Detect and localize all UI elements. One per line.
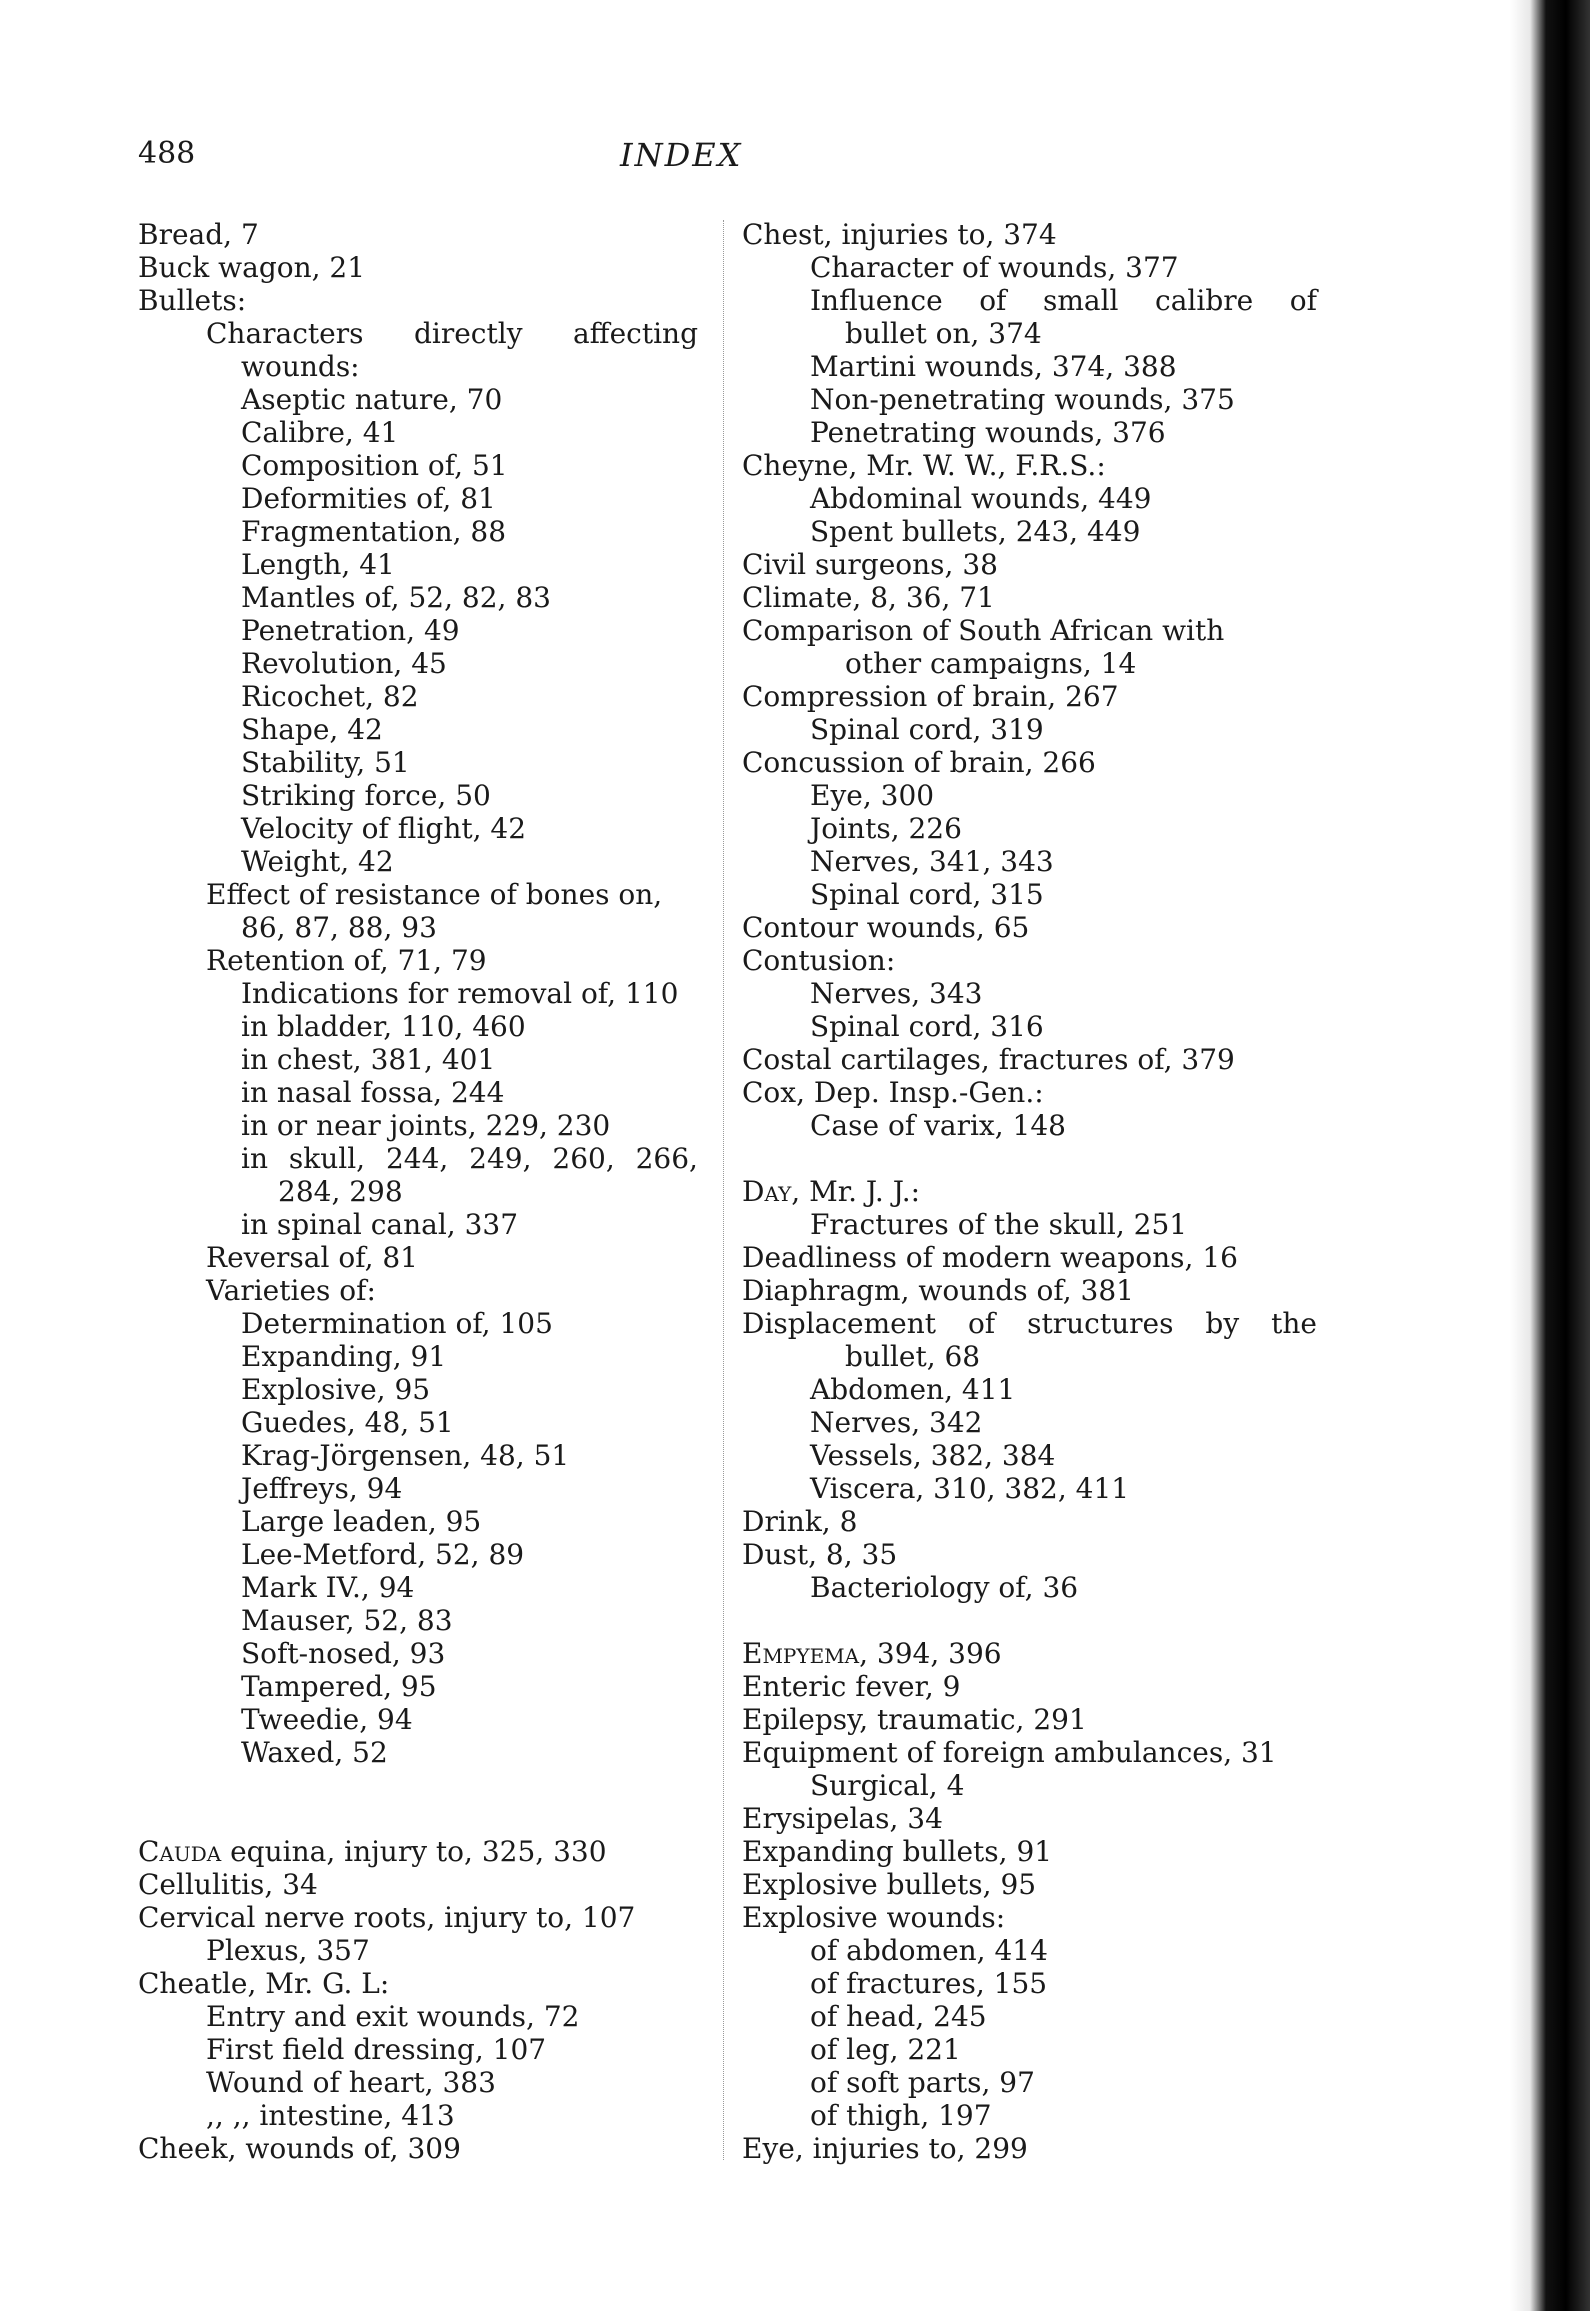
entry-text: in spinal canal, 337 — [241, 1208, 519, 1241]
entry-word: directly — [413, 317, 523, 350]
entry-text: Mauser, 52, 83 — [241, 1604, 453, 1637]
entry-text: in chest, 381, 401 — [241, 1043, 496, 1076]
entry-text: Eye, injuries to, 299 — [742, 2132, 1028, 2165]
entry-text: Stability, 51 — [241, 746, 410, 779]
index-entry — [742, 1934, 1317, 1967]
index-entry — [742, 1439, 1317, 1472]
index-entry — [742, 1505, 1317, 1538]
entry-text: Wound of heart, 383 — [206, 2066, 496, 2099]
entry-text: , 394, 396 — [859, 1637, 1002, 1670]
entry-text: Tweedie, 94 — [241, 1703, 413, 1736]
index-entry — [742, 515, 1317, 548]
index-entry — [742, 647, 1317, 680]
index-entry — [138, 548, 698, 581]
index-entry — [742, 944, 1317, 977]
index-column-right — [742, 218, 1317, 2165]
entry-text: Surgical, 4 — [810, 1769, 965, 1802]
entry-text — [810, 284, 1317, 317]
index-entry — [742, 977, 1317, 1010]
index-entry — [138, 977, 698, 1010]
entry-text: Large leaden, 95 — [241, 1505, 482, 1538]
index-entry — [742, 218, 1317, 251]
entry-text: Mark IV., 94 — [241, 1571, 415, 1604]
entry-text: Nerves, 342 — [810, 1406, 983, 1439]
index-entry — [742, 1043, 1317, 1076]
index-entry — [742, 2033, 1317, 2066]
book-binding-edge — [1510, 0, 1590, 2311]
index-entry — [138, 1241, 698, 1274]
entry-text: Effect of resistance of bones on, — [206, 878, 663, 911]
entry-text: 86, 87, 88, 93 — [241, 911, 437, 944]
index-entry — [742, 383, 1317, 416]
entry-text: 284, 298 — [278, 1175, 403, 1208]
entry-text: Cheyne, Mr. W. W., F.R.S.: — [742, 449, 1106, 482]
index-entry — [742, 1538, 1317, 1571]
index-entry — [742, 1175, 1317, 1208]
entry-text: Spinal cord, 316 — [810, 1010, 1044, 1043]
index-entry — [138, 2033, 698, 2066]
entry-text: in or near joints, 229, 230 — [241, 1109, 611, 1142]
index-entry — [742, 1835, 1317, 1868]
index-entry — [742, 1241, 1317, 1274]
index-entry — [742, 746, 1317, 779]
entry-word: of — [979, 284, 1007, 317]
index-entry — [742, 2099, 1317, 2132]
entry-text: bullet, 68 — [845, 1340, 981, 1373]
entry-text: Non-penetrating wounds, 375 — [810, 383, 1235, 416]
index-entry — [138, 1109, 698, 1142]
index-entry — [742, 1571, 1317, 1604]
index-entry — [742, 1010, 1317, 1043]
entry-text: Calibre, 41 — [241, 416, 399, 449]
entry-text: Cheatle, Mr. G. L: — [138, 1967, 390, 2000]
entry-text: wounds: — [241, 350, 360, 383]
index-entry — [138, 1736, 698, 1769]
index-entry — [138, 1439, 698, 1472]
entry-text: Costal cartilages, fractures of, 379 — [742, 1043, 1235, 1076]
entry-text: Fractures of the skull, 251 — [810, 1208, 1188, 1241]
index-entry — [742, 2000, 1317, 2033]
entry-text: Tampered, 95 — [241, 1670, 437, 1703]
entry-text: Character of wounds, 377 — [810, 251, 1179, 284]
entry-word: of — [1289, 284, 1317, 317]
entry-text: Velocity of flight, 42 — [241, 812, 527, 845]
index-entry — [138, 878, 698, 911]
entry-text: Retention of, 71, 79 — [206, 944, 487, 977]
entry-text: Mantles of, 52, 82, 83 — [241, 581, 551, 614]
entry-text: Composition of, 51 — [241, 449, 508, 482]
index-entry — [138, 1505, 698, 1538]
entry-text: Varieties of: — [206, 1274, 376, 1307]
index-entry — [138, 317, 698, 350]
page-title: INDEX — [620, 136, 743, 174]
entry-text: Compression of brain, 267 — [742, 680, 1119, 713]
entry-text: Fragmentation, 88 — [241, 515, 507, 548]
index-entry — [138, 383, 698, 416]
entry-text: Cox, Dep. Insp.-Gen.: — [742, 1076, 1044, 1109]
entry-word: calibre — [1155, 284, 1254, 317]
entry-spacer — [742, 1604, 1317, 1637]
entry-text: of leg, 221 — [810, 2033, 961, 2066]
index-entry — [138, 2000, 698, 2033]
index-column-left — [138, 218, 698, 2165]
entry-text — [241, 1142, 698, 1175]
entry-word: by — [1205, 1307, 1240, 1340]
entry-text: Epilepsy, traumatic, 291 — [742, 1703, 1087, 1736]
index-entry — [138, 1868, 698, 1901]
index-entry — [138, 581, 698, 614]
entry-text: Viscera, 310, 382, 411 — [810, 1472, 1130, 1505]
entry-text: Abdomen, 411 — [810, 1373, 1016, 1406]
entry-text: Soft-nosed, 93 — [241, 1637, 446, 1670]
entry-text: Entry and exit wounds, 72 — [206, 2000, 580, 2033]
entry-text: Shape, 42 — [241, 713, 383, 746]
index-entry — [742, 812, 1317, 845]
index-entry — [138, 614, 698, 647]
index-entry — [138, 1538, 698, 1571]
index-entry — [138, 515, 698, 548]
small-caps-lead: Empyema — [742, 1637, 860, 1670]
index-entry — [742, 1406, 1317, 1439]
entry-text: Diaphragm, wounds of, 381 — [742, 1274, 1134, 1307]
index-entry — [742, 1109, 1317, 1142]
entry-text: Jeffreys, 94 — [241, 1472, 403, 1505]
index-entry — [138, 482, 698, 515]
entry-text: Vessels, 382, 384 — [810, 1439, 1056, 1472]
entry-text: Erysipelas, 34 — [742, 1802, 943, 1835]
entry-text: Plexus, 357 — [206, 1934, 370, 1967]
index-entry — [138, 218, 698, 251]
index-entry — [138, 416, 698, 449]
index-entry — [138, 1076, 698, 1109]
entry-text: of soft parts, 97 — [810, 2066, 1035, 2099]
index-entry — [742, 1868, 1317, 1901]
entry-text: Concussion of brain, 266 — [742, 746, 1096, 779]
index-entry — [138, 713, 698, 746]
index-entry — [138, 1340, 698, 1373]
entry-text: Expanding bullets, 91 — [742, 1835, 1053, 1868]
index-entry — [742, 1769, 1317, 1802]
entry-text: equina, injury to, 325, 330 — [221, 1835, 607, 1868]
entry-text: Cervical nerve roots, injury to, 107 — [138, 1901, 636, 1934]
entry-text: Joints, 226 — [810, 812, 962, 845]
entry-text: Ricochet, 82 — [241, 680, 419, 713]
entry-word: 260, — [552, 1142, 615, 1175]
entry-text: in nasal fossa, 244 — [241, 1076, 505, 1109]
index-entry — [742, 482, 1317, 515]
entry-word: the — [1271, 1307, 1317, 1340]
entry-text: of head, 245 — [810, 2000, 987, 2033]
entry-text: Reversal of, 81 — [206, 1241, 418, 1274]
index-entry — [138, 2099, 698, 2132]
index-entry — [742, 1208, 1317, 1241]
entry-text: ,, ,, intestine, 413 — [206, 2099, 455, 2132]
small-caps-lead: Day — [742, 1175, 792, 1208]
index-entry — [138, 251, 698, 284]
index-entry — [742, 713, 1317, 746]
entry-text: Penetrating wounds, 376 — [810, 416, 1166, 449]
entry-word: Characters — [206, 317, 364, 350]
index-entry — [742, 680, 1317, 713]
entry-text: Eye, 300 — [810, 779, 935, 812]
entry-word: 249, — [469, 1142, 532, 1175]
entry-text: Buck wagon, 21 — [138, 251, 366, 284]
entry-text: Comparison of South African with — [742, 614, 1225, 647]
index-entry — [138, 1670, 698, 1703]
entry-text: Bread, 7 — [138, 218, 259, 251]
index-entry — [742, 1703, 1317, 1736]
index-entry — [138, 1406, 698, 1439]
entry-text: Bullets: — [138, 284, 247, 317]
entry-text: Weight, 42 — [241, 845, 394, 878]
index-entry — [742, 1472, 1317, 1505]
entry-text: Civil surgeons, 38 — [742, 548, 998, 581]
entry-text: Guedes, 48, 51 — [241, 1406, 454, 1439]
entry-text: of thigh, 197 — [810, 2099, 992, 2132]
index-entry — [742, 1736, 1317, 1769]
index-entry — [138, 449, 698, 482]
entry-text: Equipment of foreign ambulances, 31 — [742, 1736, 1277, 1769]
entry-text: Chest, injuries to, 374 — [742, 218, 1057, 251]
entry-text: in bladder, 110, 460 — [241, 1010, 526, 1043]
index-entry — [742, 1670, 1317, 1703]
index-entry — [138, 1307, 698, 1340]
index-entry — [138, 284, 698, 317]
entry-word: affecting — [572, 317, 698, 350]
entry-text: First field dressing, 107 — [206, 2033, 547, 2066]
entry-text: Penetration, 49 — [241, 614, 460, 647]
entry-word: in — [241, 1142, 268, 1175]
index-entry — [742, 911, 1317, 944]
entry-text: Determination of, 105 — [241, 1307, 553, 1340]
index-entry — [742, 1373, 1317, 1406]
index-entry — [742, 1802, 1317, 1835]
index-entry — [138, 1274, 698, 1307]
index-entry — [138, 1472, 698, 1505]
column-divider — [723, 220, 724, 2160]
entry-text: Contusion: — [742, 944, 896, 977]
index-entry — [138, 845, 698, 878]
entry-text: Climate, 8, 36, 71 — [742, 581, 995, 614]
index-entry — [138, 779, 698, 812]
index-entry — [742, 1901, 1317, 1934]
index-entry — [138, 1703, 698, 1736]
index-entry — [742, 2066, 1317, 2099]
index-entry — [138, 1901, 698, 1934]
index-entry — [138, 1142, 698, 1175]
entry-text: , Mr. J. J.: — [791, 1175, 921, 1208]
index-entry — [138, 812, 698, 845]
entry-text: Abdominal wounds, 449 — [810, 482, 1152, 515]
index-entry — [138, 1934, 698, 1967]
index-entry — [138, 911, 698, 944]
index-entry — [742, 317, 1317, 350]
entry-text: Spent bullets, 243, 449 — [810, 515, 1141, 548]
index-entry — [138, 746, 698, 779]
index-entry — [138, 1637, 698, 1670]
index-entry — [138, 1175, 698, 1208]
entry-text: Length, 41 — [241, 548, 395, 581]
index-entry — [742, 1274, 1317, 1307]
entry-text: Striking force, 50 — [241, 779, 491, 812]
index-entry — [742, 548, 1317, 581]
index-entry — [138, 2132, 698, 2165]
entry-text: Krag-Jörgensen, 48, 51 — [241, 1439, 570, 1472]
index-entry — [742, 1340, 1317, 1373]
index-entry — [138, 944, 698, 977]
index-entry — [742, 350, 1317, 383]
entry-text: of abdomen, 414 — [810, 1934, 1048, 1967]
entry-text: Deadliness of modern weapons, 16 — [742, 1241, 1238, 1274]
entry-text: Martini wounds, 374, 388 — [810, 350, 1177, 383]
index-entry — [742, 2132, 1317, 2165]
entry-word: skull, — [288, 1142, 366, 1175]
index-entry — [138, 1835, 698, 1868]
entry-text: Explosive, 95 — [241, 1373, 431, 1406]
entry-text: Lee-Metford, 52, 89 — [241, 1538, 525, 1571]
index-entry — [742, 251, 1317, 284]
entry-word: structures — [1027, 1307, 1174, 1340]
entry-word: of — [967, 1307, 996, 1340]
index-entry — [742, 614, 1317, 647]
entry-word: 244, — [385, 1142, 449, 1175]
index-entry — [138, 1373, 698, 1406]
entry-text: Dust, 8, 35 — [742, 1538, 898, 1571]
entry-text — [206, 317, 698, 350]
entry-text: other campaigns, 14 — [845, 647, 1137, 680]
index-entry — [138, 1208, 698, 1241]
entry-text: Nerves, 343 — [810, 977, 983, 1010]
entry-word: small — [1042, 284, 1119, 317]
index-entry — [742, 878, 1317, 911]
entry-text: Cheek, wounds of, 309 — [138, 2132, 461, 2165]
entry-text: Aseptic nature, 70 — [241, 383, 503, 416]
entry-text: Nerves, 341, 343 — [810, 845, 1054, 878]
entry-spacer — [138, 1802, 698, 1835]
entry-word: Displacement — [742, 1307, 937, 1340]
index-entry — [742, 284, 1317, 317]
page-number: 488 — [138, 136, 196, 171]
entry-text: Bacteriology of, 36 — [810, 1571, 1079, 1604]
entry-spacer — [742, 1142, 1317, 1175]
entry-text: Revolution, 45 — [241, 647, 447, 680]
index-entry — [742, 416, 1317, 449]
index-entry — [742, 1967, 1317, 2000]
entry-text: Waxed, 52 — [241, 1736, 388, 1769]
entry-text: Indications for removal of, 110 — [241, 977, 679, 1010]
entry-text: Spinal cord, 315 — [810, 878, 1044, 911]
index-entry — [138, 1967, 698, 2000]
index-entry — [742, 845, 1317, 878]
index-entry — [138, 350, 698, 383]
entry-text: Deformities of, 81 — [241, 482, 496, 515]
index-entry — [742, 1637, 1317, 1670]
index-entry — [742, 779, 1317, 812]
index-entry — [138, 1571, 698, 1604]
entry-text: Contour wounds, 65 — [742, 911, 1030, 944]
index-entry — [138, 680, 698, 713]
entry-spacer — [138, 1769, 698, 1802]
index-entry — [742, 581, 1317, 614]
index-entry — [138, 2066, 698, 2099]
index-entry — [138, 1010, 698, 1043]
index-entry — [742, 449, 1317, 482]
small-caps-lead: Cauda — [138, 1835, 222, 1868]
entry-text: Drink, 8 — [742, 1505, 858, 1538]
entry-text: Explosive bullets, 95 — [742, 1868, 1037, 1901]
entry-text: Case of varix, 148 — [810, 1109, 1066, 1142]
entry-text: bullet on, 374 — [845, 317, 1042, 350]
index-entry — [138, 1043, 698, 1076]
entry-text: of fractures, 155 — [810, 1967, 1048, 2000]
entry-text: Cellulitis, 34 — [138, 1868, 318, 1901]
entry-text: Spinal cord, 319 — [810, 713, 1044, 746]
entry-text: Expanding, 91 — [241, 1340, 447, 1373]
index-entry — [742, 1307, 1317, 1340]
entry-text — [742, 1307, 1317, 1340]
index-entry — [138, 1604, 698, 1637]
entry-word: 266, — [635, 1142, 698, 1175]
entry-word: Influence — [810, 284, 943, 317]
index-entry — [742, 1076, 1317, 1109]
index-entry — [138, 647, 698, 680]
entry-text: Enteric fever, 9 — [742, 1670, 961, 1703]
entry-text: Explosive wounds: — [742, 1901, 1006, 1934]
